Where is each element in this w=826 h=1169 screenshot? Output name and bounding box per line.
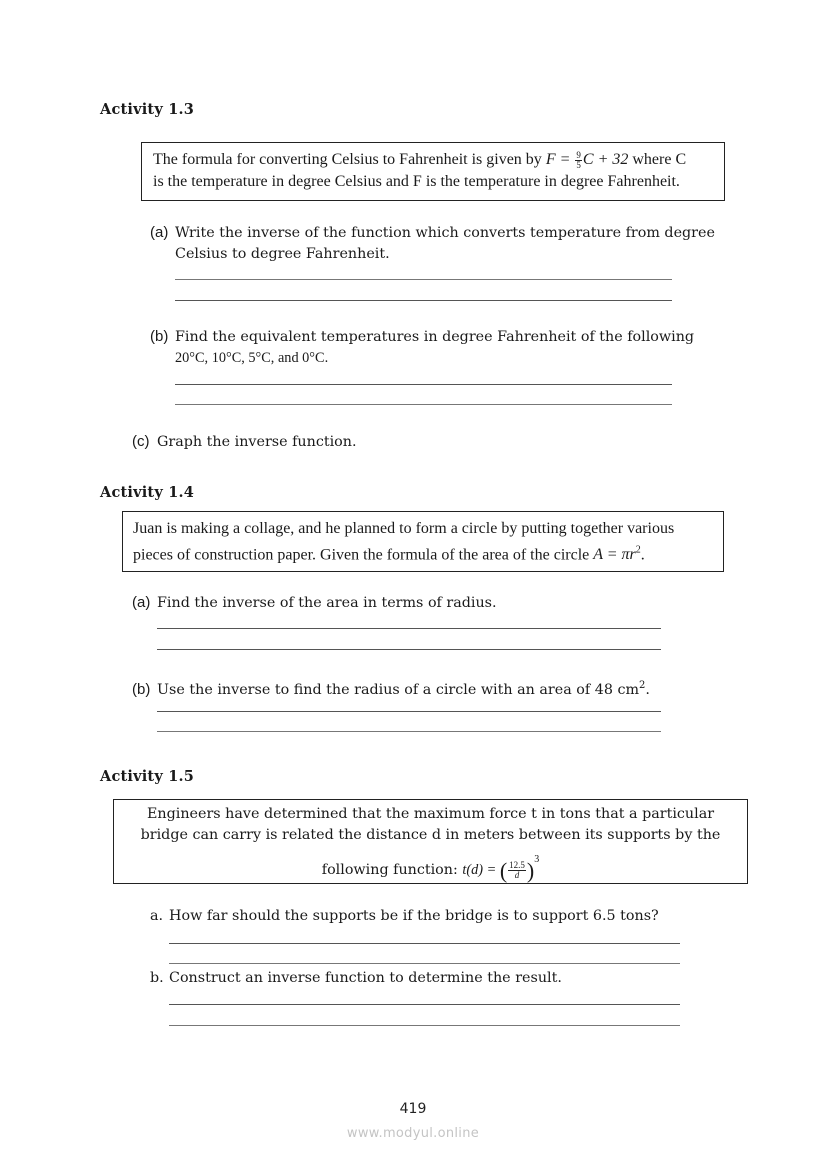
activity-1-4-heading: Activity 1.4 (100, 484, 195, 501)
activity-1-3-heading: Activity 1.3 (100, 101, 195, 118)
box-line-2: is the temperature in degree Celsius and F is the temperature in degree Fahrenheit. (153, 173, 680, 190)
activity-1-4-problem-box (122, 511, 724, 572)
page-number: 419 (399, 1101, 427, 1117)
answer-line[interactable] (169, 963, 680, 964)
answer-line[interactable] (175, 300, 672, 301)
formula: t(d) = ( $\frac{12.5}{d}$ )$^3$ (462, 854, 540, 884)
formula: F = $\frac{9}{5}$ C + 32 (545, 149, 629, 170)
activity-1-3-formula-box (141, 142, 725, 201)
answer-line[interactable] (169, 943, 680, 944)
answer-line[interactable] (175, 404, 672, 405)
watermark: www.modyul.online (346, 1126, 480, 1141)
answer-line[interactable] (157, 731, 661, 732)
question-1-5-a: a. How far should the supports be if the bridge is to support 6.5 tons? (150, 908, 659, 924)
question-1-3-b: (b) Find the equivalent temperatures in degree Fahrenheit of the following 20°C, 10°C, 5°C, and 0°C. (150, 328, 695, 366)
fraction-9-5: $\frac{9}{5}$ (576, 149, 581, 170)
question-1-5-b: b. Construct an inverse function to determine the result. (150, 970, 562, 986)
box-line-1: Engineers have determined that the maximum force t in tons that a particular (146, 806, 715, 822)
box-line-1: The formula for converting Celsius to Fahrenheit is given by F = $\frac{9}{5}$ C + 32 where C (153, 149, 687, 170)
answer-line[interactable] (175, 279, 672, 280)
answer-line[interactable] (157, 711, 661, 712)
fraction-12-5-over-d: $\frac{12.5}{d}$ (509, 860, 525, 881)
question-1-3-c: (c) Graph the inverse function. (132, 433, 357, 450)
box-line-1: Juan is making a collage, and he planned to form a circle by putting together various (133, 520, 675, 537)
question-1-4-a: (a) Find the inverse of the area in terms of radius. (132, 594, 497, 611)
answer-line[interactable] (157, 649, 661, 650)
formula: $A = \pi r^2$ (593, 545, 641, 564)
question-1-3-a: (a) Write the inverse of the function which converts temperature from degree Celsius to degree Fahrenheit. (150, 224, 715, 262)
answer-line[interactable] (157, 628, 661, 629)
box-line-2: bridge can carry is related the distance d in meters between its supports by the (140, 827, 721, 843)
box-line-3: following function: t(d) = ( $\frac{12.5}{d}$ )$^3$ (321, 854, 540, 884)
answer-line[interactable] (175, 384, 672, 385)
answer-line[interactable] (169, 1004, 680, 1005)
activity-1-5-heading: Activity 1.5 (100, 768, 195, 785)
box-line-2: pieces of construction paper. Given the formula of the area of the circle $A = \pi r^2$. (133, 545, 645, 564)
activity-1-5-problem-box (113, 799, 748, 884)
answer-line[interactable] (169, 1025, 680, 1026)
question-1-4-b: (b) Use the inverse to find the radius of a circle with an area of 48 $cm^2$. (132, 680, 650, 698)
